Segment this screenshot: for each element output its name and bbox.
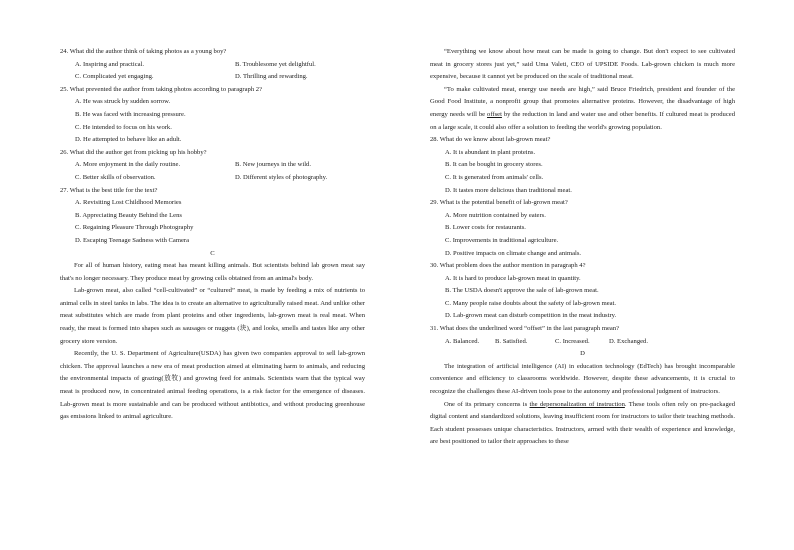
paragraph-text: “To make cultivated meat, energy use needs are high,” said Bruce Friedrich, president and founder of the Good Food Institute, a nonprofit group that promotes alternative proteins. However, the disadvantage of high energy needs will be: [430, 85, 735, 118]
option-d: D. Different styles of photography.: [235, 173, 328, 181]
passage-d-paragraph-1: The integration of artificial intelligence (AI) in education technology (EdTech) has brought incomparable convenience and efficiency to classrooms worldwide. However, despite these advancements, it is crucial to recognize the challenges these AI-driven tools pose to the autonomy and professional judgment of instructors.: [430, 362, 735, 396]
paragraph-text: One of its primary concerns is: [444, 400, 530, 408]
question-26-options-row-2: [60, 172, 365, 185]
left-column: [60, 46, 365, 424]
section-heading-c: C: [210, 249, 215, 257]
question-31-options: [430, 336, 735, 349]
option-a: A. More nutrition contained by eaters.: [445, 211, 546, 219]
option-a: A. More enjoyment in the daily routine.: [75, 161, 181, 169]
option-d: D. Thrilling and rewarding.: [235, 73, 308, 81]
passage-d-paragraph-2: [430, 399, 735, 449]
section-heading-d: D: [580, 350, 585, 358]
passage-c-paragraph-1: For all of human history, eating meat has meant killing animals. But scientists behind lab grown meat say that's no longer necessary. They produce meat by growing cells obtained from an animal's body.: [60, 262, 365, 282]
option-c: C. Increased.: [555, 337, 590, 345]
question-31-stem: 31. What does the underlined word “offset” in the last paragraph mean?: [430, 325, 620, 333]
option-b: B. Satisfied.: [495, 337, 528, 345]
right-column: [430, 46, 735, 449]
option-c: C. Better skills of observation.: [75, 173, 156, 181]
option-c: C. Complicated yet engaging.: [75, 73, 154, 81]
option-b: B. Lower costs for restaurants.: [445, 224, 526, 232]
question-28-stem: 28. What do we know about lab-grown meat?: [430, 136, 551, 144]
question-25-stem: 25. What prevented the author from taking photos according to paragraph 2?: [60, 85, 263, 93]
option-d: D. It tastes more delicious than traditional meat.: [445, 186, 572, 194]
option-b: B. The USDA doesn't approve the sale of lab-grown meat.: [445, 287, 599, 295]
option-b: B. He was faced with increasing pressure.: [75, 110, 186, 118]
passage-c-paragraph-5: [430, 84, 735, 134]
question-24-options-row-1: [60, 59, 365, 72]
option-a: A. Balanced.: [445, 337, 480, 345]
question-24-stem: 24. What did the author think of taking photos as a young boy?: [60, 48, 227, 55]
option-c: C. Improvements in traditional agriculture.: [445, 236, 559, 244]
passage-c-paragraph-3: Recently, the U. S. Department of Agriculture(USDA) has given two companies approval to sell lab-grown chicken. The approval launches a new era of meat production aimed at eliminating harm to animals, and reducing the environmental impacts of grazing(放牧) and growing feed for animals. Scientists warn that the typical way meat is produced now, in concentrated animal feeding operations, is a risk factor for the emergence of diseases. Lab-grown meat is more sustainable and can be produced without antibiotics, and without producing greenhouse gas emissions linked to animal agriculture.: [60, 350, 365, 421]
option-d: D. Exchanged.: [609, 337, 648, 345]
option-b: B. It can be bought in grocery stores.: [445, 161, 543, 169]
option-c: C. It is generated from animals' cells.: [445, 173, 544, 181]
paragraph-text: by the reduction in land and water use and other benefits. If cultured meat is produced on a large scale, it could also offer a solution to feeding the world's growing population.: [430, 110, 735, 131]
question-30-stem: 30. What problem does the author mention in paragraph 4?: [430, 262, 586, 270]
underlined-phrase: the depersonalization of instruction: [529, 400, 625, 408]
option-d: D. Escaping Teenage Sadness with Camera: [75, 236, 190, 244]
option-c: C. He intended to focus on his work.: [75, 123, 172, 131]
option-c: C. Many people raise doubts about the safety of lab-grown meat.: [445, 299, 617, 307]
option-a: A. He was struck by sudden sorrow.: [75, 98, 171, 106]
option-b: B. New journeys in the wild.: [235, 161, 312, 169]
question-26-options-row-1: [60, 159, 365, 172]
question-26-stem: 26. What did the author get from picking up his hobby?: [60, 148, 207, 156]
option-a: A. It is hard to produce lab-grown meat in quantity.: [445, 274, 581, 282]
question-29-stem: 29. What is the potential benefit of lab-grown meat?: [430, 199, 568, 207]
passage-c-paragraph-2: Lab-grown meat, also called “cell-cultivated” or “cultured” meat, is made by feeding a mix of nutrients to animal cells in steel tanks in labs. The idea is to create an alternative to agriculturally raised meat. And unlike other meat substitutes which are made from plant proteins and other ingredients, lab-grown meat is real meat. When ready, the meat is formed into shapes such as sausages or nuggets (块), and looks, smells and tastes like any other grocery store version.: [60, 287, 365, 345]
option-b: B. Troublesome yet delightful.: [235, 60, 316, 68]
option-d: D. Positive impacts on climate change and animals.: [445, 249, 582, 257]
option-c: C. Regaining Pleasure Through Photography: [75, 224, 194, 232]
option-d: D. He attempted to behave like an adult.: [75, 136, 182, 144]
paragraph-text: . These tools often rely on pre-packaged digital content and standardized solutions, leaving insufficient room for instructors to tailor their teaching methods. Each student possesses unique characteristics. Instructors, armed with their wealth of experience and knowledge, are best positioned to tailor their approaches to these: [430, 400, 736, 446]
question-24-options-row-2: [60, 71, 365, 84]
option-a: A. It is abundant in plant proteins.: [445, 148, 536, 156]
underlined-word: offset: [487, 110, 502, 118]
option-b: B. Appreciating Beauty Behind the Lens: [75, 211, 182, 219]
option-d: D. Lab-grown meat can disturb competition in the meat industry.: [445, 312, 617, 320]
question-27-stem: 27. What is the best title for the text?: [60, 186, 158, 194]
option-a: A. Revisiting Lost Childhood Memories: [75, 199, 182, 207]
passage-c-paragraph-4: “Everything we know about how meat can be made is going to change. But don't expect to see cultivated meat in grocery stores just yet,” said Uma Valeti, CEO of UPSIDE Foods. Lab-grown chicken is much more expensive, because it cannot yet be produced on the scale of traditional meat.: [430, 48, 735, 81]
option-a: A. Inspiring and practical.: [75, 60, 145, 68]
